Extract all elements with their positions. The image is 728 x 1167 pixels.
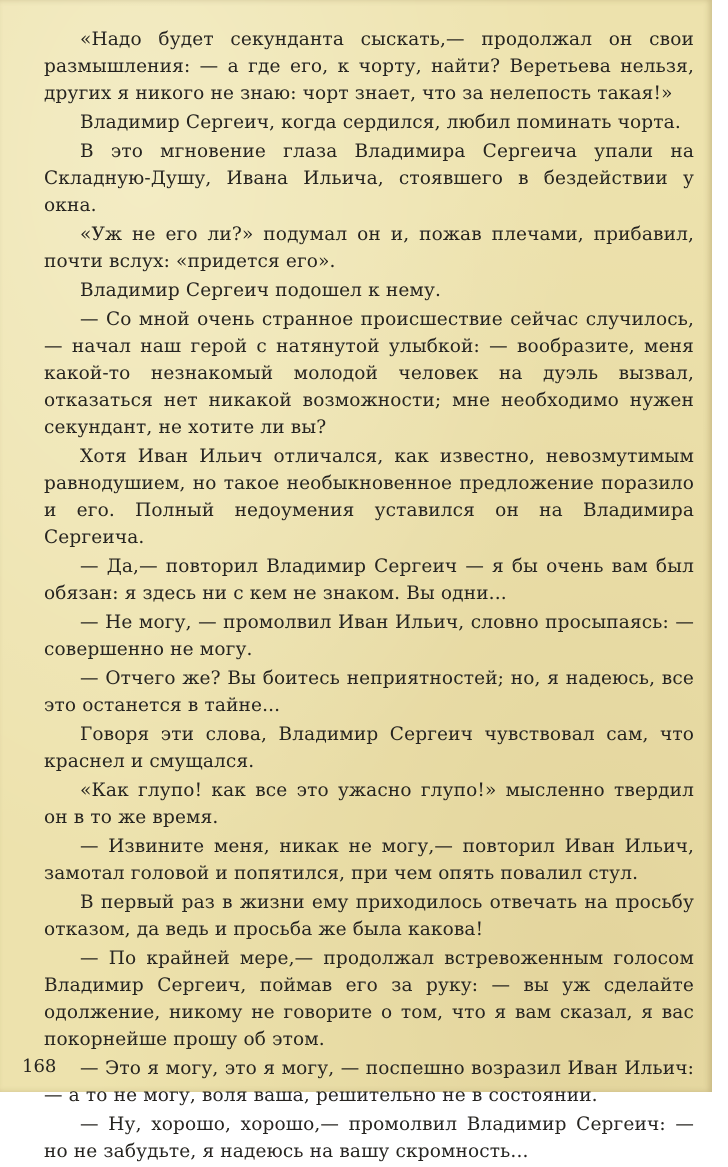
paragraph-15: — По крайней мере,— продолжал встревоженным голосом Владимир Сергеич, поймав его за руку: — вы уж сделайте одолжение, никому не говорите о том, что я вам сказал, я вас покорнейше прошу об этом. — [44, 948, 694, 1050]
paragraph-4: «Уж не его ли?» подумал он и, пожав плечами, прибавил, почти вслух: «придется его». — [44, 224, 694, 272]
paragraph-5: Владимир Сергеич подошел к нему. — [80, 280, 442, 301]
paragraph-1: «Надо будет секунданта сыскать,— продолжал он свои размышления: — а где его, к чорту, найти? Веретьева нельзя, других я никого не знаю: чорт знает, что за нелепость такая!» — [44, 29, 694, 104]
paragraph-2: Владимир Сергеич, когда сердился, любил поминать чорта. — [80, 112, 681, 133]
paragraph-10: — Отчего же? Вы боитесь неприятностей; но, я надеюсь, все это останется в тайне... — [44, 668, 694, 716]
paragraph-14: В первый раз в жизни ему приходилось отвечать на просьбу отказом, да ведь и просьба же была какова! — [44, 892, 694, 940]
paragraph-8: — Да,— повторил Владимир Сергеич — я бы очень вам был обязан: я здесь ни с кем не знаком. Вы одни... — [44, 556, 694, 604]
paragraph-7: Хотя Иван Ильич отличался, как известно, невозмутимым равнодушием, но такое необыкновенное предложение поразило и его. Полный недоумения уставился он на Владимира Сергеича. — [44, 446, 694, 548]
paragraph-6: — Со мной очень странное происшествие сейчас случилось,— начал наш герой с натянутой улыбкой: — вообразите, меня какой-то незнакомый молодой человек на дуэль вызвал, отказаться нет никакой возможности; мне необходимо нужен секундант, не хотите ли вы? — [44, 309, 694, 438]
paragraph-16: — Это я могу, это я могу, — поспешно возразил Иван Ильич: — а то не могу, воля ваша, решительно не в состоянии. — [44, 1058, 694, 1106]
paragraph-9: — Не могу, — промолвил Иван Ильич, словно просыпаясь: — совершенно не могу. — [44, 612, 694, 660]
paragraph-12: «Как глупо! как все это ужасно глупо!» мысленно твердил он в то же время. — [44, 780, 694, 828]
paragraph-13: — Извините меня, никак не могу,— повторил Иван Ильич, замотал головой и попятился, при чем опять повалил стул. — [44, 836, 694, 884]
paragraph-3: В это мгновение глаза Владимира Сергеича упали на Складную-Душу, Ивана Ильича, стоявшего в бездействии у окна. — [44, 141, 694, 216]
page-number: 168 — [22, 1056, 57, 1077]
paragraph-11: Говоря эти слова, Владимир Сергеич чувствовал сам, что краснел и смущался. — [44, 724, 694, 772]
body-text — [44, 26, 694, 1167]
paragraph-17: — Ну, хорошо, хорошо,— промолвил Владимир Сергеич: — но не забудьте, я надеюсь на вашу скромность... — [44, 1114, 694, 1162]
